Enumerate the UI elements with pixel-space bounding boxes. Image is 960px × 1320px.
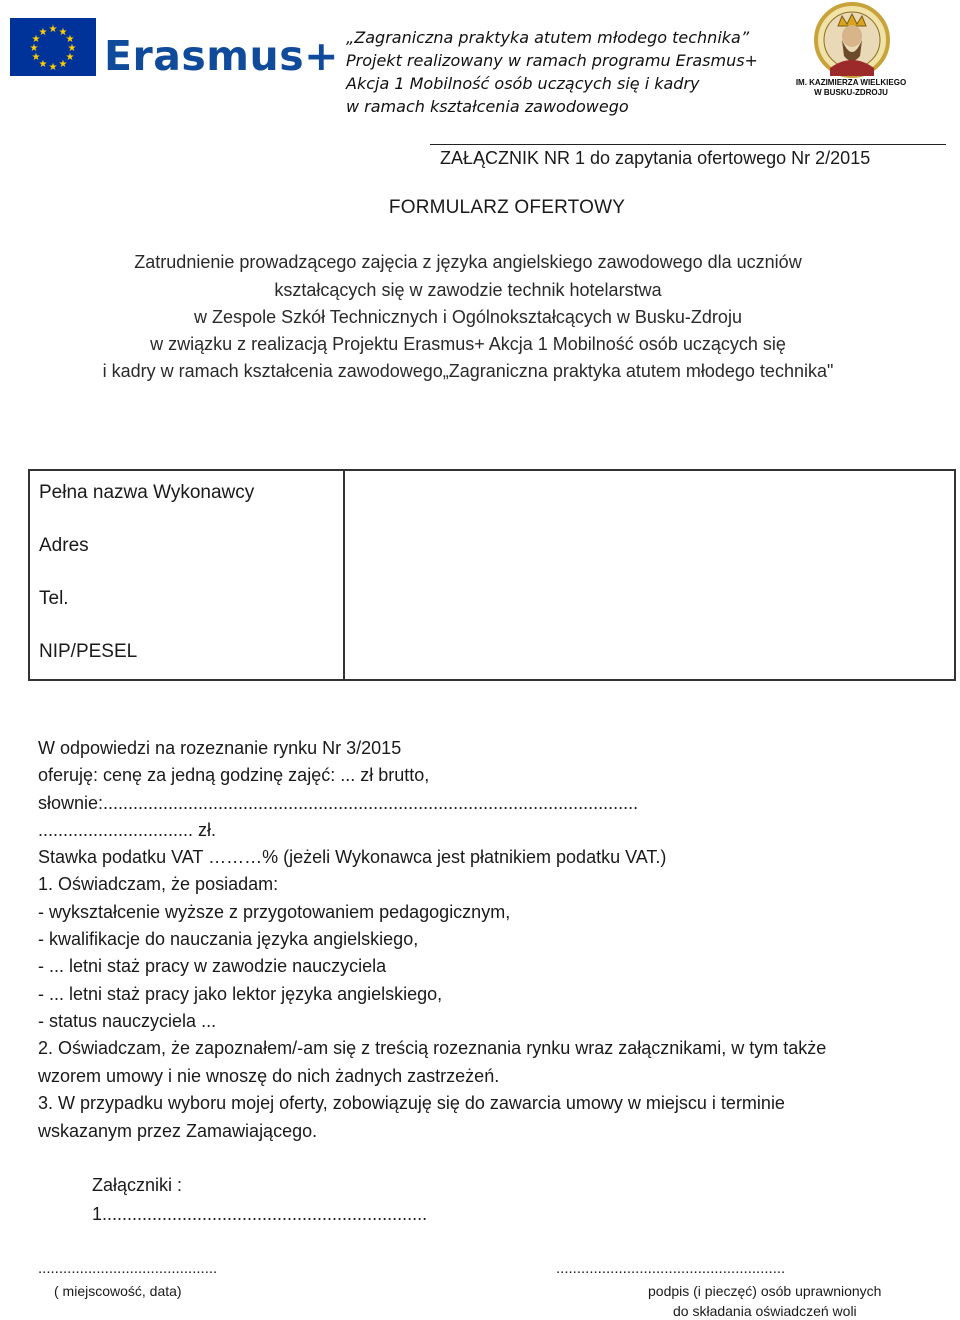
project-line-4: w ramach kształcenia zawodowego: [346, 97, 629, 116]
nip-pesel-label: NIP/PESEL: [39, 641, 138, 662]
body-line-9: - ... letni staż pracy w zawodzie nauczyciela: [38, 956, 387, 976]
svg-text:★: ★: [48, 24, 58, 35]
subject-line-2: kształcących się w zawodzie technik hotelarstwa: [274, 280, 662, 300]
signature-dots: .......................................................: [556, 1260, 786, 1277]
address-label: Adres: [39, 535, 89, 556]
attachments-label: Załączniki :: [92, 1175, 183, 1195]
body-line-11: - status nauczyciela ...: [38, 1011, 217, 1031]
body-line-14: 3. W przypadku wyboru mojej oferty, zobowiązuję się do zawarcia umowy w miejscu i terminie: [38, 1093, 785, 1113]
signature-caption-line-2: do składania oświadczeń woli: [673, 1303, 857, 1319]
body-line-12: 2. Oświadczam, że zapoznałem/-am się z treścią rozeznania rynku wraz załącznikami, w tym także: [38, 1038, 827, 1058]
svg-text:★: ★: [38, 59, 48, 70]
subject-line-4: w związku z realizacją Projektu Erasmus+ Akcja 1 Mobilność osób uczących się: [150, 334, 786, 354]
svg-text:★: ★: [31, 34, 41, 45]
crest-caption: [795, 78, 907, 98]
body-line-6: 1. Oświadczam, że posiadam:: [38, 874, 279, 894]
project-line-3: Akcja 1 Mobilność osób uczących się i kadry: [346, 74, 700, 93]
eu-flag-logo: [10, 18, 96, 76]
attachment-item-1: 1.................................................................: [92, 1204, 428, 1224]
form-title: FORMULARZ OFERTOWY: [388, 197, 626, 218]
crest-caption-line-2: W BUSKU-ZDROJU: [814, 88, 888, 97]
svg-text:★: ★: [58, 59, 68, 70]
contractor-data-field[interactable]: [347, 473, 952, 677]
svg-text:★: ★: [58, 27, 68, 38]
subject-line-1: Zatrudnienie prowadzącego zajęcia z języka angielskiego zawodowego dla uczniów: [134, 252, 802, 272]
svg-text:★: ★: [65, 34, 75, 45]
body-line-10: - ... letni staż pracy jako lektor języka angielskiego,: [38, 984, 443, 1004]
attachment-heading: ZAŁĄCZNIK NR 1 do zapytania ofertowego Nr 2/2015: [440, 148, 871, 168]
body-line-3: słownie:...........................................................................................................: [38, 793, 639, 813]
place-date-caption: ( miejscowość, data): [54, 1283, 182, 1299]
svg-text:★: ★: [29, 43, 39, 54]
body-line-13: wzorem umowy i nie wnoszę do nich żadnych zastrzeżeń.: [38, 1066, 500, 1086]
table-column-divider: [343, 469, 345, 681]
signature-caption-line-1: podpis (i pieczęć) osób uprawnionych: [648, 1283, 882, 1299]
subject-line-3: w Zespole Szkół Technicznych i Ogólnokształcących w Busku-Zdroju: [194, 307, 742, 327]
body-line-15: wskazanym przez Zamawiającego.: [38, 1121, 318, 1141]
body-line-4: ............................... zł.: [38, 820, 217, 840]
project-line-1: „Zagraniczna praktyka atutem młodego technika”: [346, 28, 750, 47]
svg-text:★: ★: [65, 52, 75, 63]
king-portrait-icon: [800, 2, 904, 80]
body-line-7: - wykształcenie wyższe z przygotowaniem pedagogicznym,: [38, 902, 511, 922]
body-line-2: oferuję: cenę za jedną godzinę zajęć: ... zł brutto,: [38, 765, 430, 785]
subject-line-5: i kadry w ramach kształcenia zawodowego„Zagraniczna praktyka atutem młodego technika": [102, 361, 834, 381]
erasmus-logo-text: Erasmus+: [104, 32, 339, 80]
place-date-dots: ...........................................: [38, 1260, 218, 1277]
svg-text:★: ★: [38, 27, 48, 38]
svg-text:★: ★: [67, 43, 77, 54]
crest-caption-line-1: IM. KAZIMIERZA WIELKIEGO: [795, 78, 907, 87]
body-line-1: W odpowiedzi na rozeznanie rynku Nr 3/2015: [38, 738, 402, 758]
contractor-name-label: Pełna nazwa Wykonawcy: [39, 482, 255, 503]
eu-stars-icon: [10, 18, 96, 76]
body-line-5: Stawka podatku VAT ………% (jeżeli Wykonawca jest płatnikiem podatku VAT.): [38, 847, 667, 867]
header-divider: [430, 144, 946, 145]
project-line-2: Projekt realizowany w ramach programu Erasmus+: [346, 51, 758, 70]
phone-label: Tel.: [39, 588, 69, 609]
body-line-8: - kwalifikacje do nauczania języka angielskiego,: [38, 929, 419, 949]
svg-text:★: ★: [48, 62, 58, 73]
svg-text:★: ★: [31, 52, 41, 63]
